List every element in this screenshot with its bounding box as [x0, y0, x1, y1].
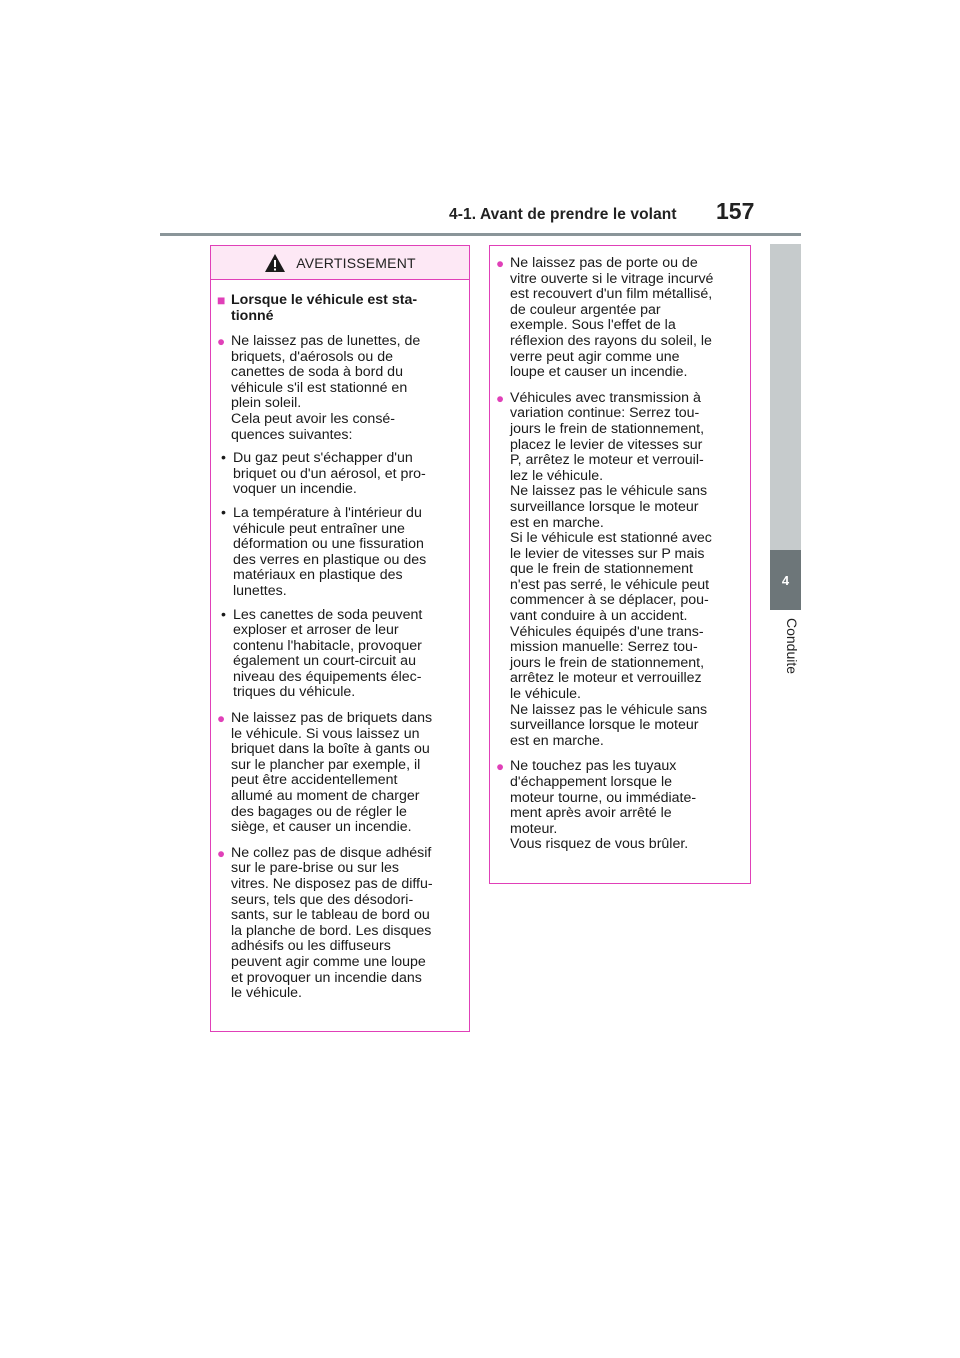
- warning-triangle-icon: [264, 253, 286, 273]
- dot-bullet-icon: ●: [496, 759, 505, 775]
- warning-paragraph: [217, 334, 459, 443]
- header-divider: [160, 233, 801, 236]
- warning-header: [211, 246, 469, 280]
- square-bullet-icon: ■: [217, 292, 226, 308]
- warning-paragraph: [496, 391, 740, 750]
- paragraph-text: Ne laissez pas de lunettes, de briquets, d'aérosols ou de canettes de soda à bord du véhicule s'il est stationné en plein soleil. Cela peut avoir les consé- quences suivantes:: [231, 333, 421, 443]
- paragraph-text: Véhicules avec transmission à variation continue: Serrez tou- jours le frein de stationnement, placez le levier de vitesses sur P, arrêtez le moteur et verrouil- lez le véhicule. Ne laissez pas le véhicule sans surveillance lorsque le moteur est en marche. Si le véhicule est stationné avec le levier de vitesses sur P mais que le frein de stationnement n'est pas serré, le véhicule peut commencer à se déplacer, pou- vant conduire à un accident. Véhicules équipés d'une trans- mission manuelle: Serrez tou- jours le frein de stationnement, arrêtez le moteur et verrouillez le véhicule. Ne laissez pas le véhicule sans surveillance lorsque le moteur est en marche.: [510, 389, 712, 749]
- dot-bullet-icon: ●: [496, 256, 505, 271]
- paragraph-text: Ne touchez pas les tuyaux d'échappement lorsque le moteur tourne, ou immédiate- ment après avoir arrêté le moteur. Vous risquez de vous brûler.: [510, 758, 697, 853]
- sub-bullet-icon: •: [221, 504, 226, 521]
- warning-paragraph: [496, 256, 740, 381]
- warning-label: AVERTISSEMENT: [296, 254, 416, 271]
- section-title: 4-1. Avant de prendre le volant: [449, 206, 677, 223]
- paragraph-text: Ne laissez pas de porte ou de vitre ouverte si le vitrage incurvé est recouvert d'un film métallisé, de couleur argentée par exemple. Sous l'effet de la réflexion des rayons du soleil, le verre peut agir comme une loupe et causer un incendie.: [510, 255, 714, 381]
- warning-box-right: [489, 245, 751, 884]
- paragraph-text: Ne laissez pas de briquets dans le véhicule. Si vous laissez un briquet dans la boîte à gants ou sur le plancher par exemple, il peut être accidentellement allumé au moment de charger des bagages ou de régler le siège, et causer un incendie.: [231, 710, 433, 836]
- section-heading-text: Lorsque le véhicule est sta- tionné: [231, 292, 418, 324]
- sub-item-text: La température à l'intérieur du véhicule peut entraîner une déformation ou une fissuration des verres en plastique ou des matériaux en plastique des lunettes.: [233, 504, 427, 599]
- warning-paragraph: [217, 711, 459, 836]
- dot-bullet-icon: ●: [217, 845, 226, 861]
- page-number: 157: [716, 198, 755, 224]
- warning-paragraph: [496, 759, 740, 853]
- sub-item-text: Du gaz peut s'échapper d'un briquet ou d'un aérosol, et pro- voquer un incendie.: [233, 450, 426, 498]
- warning-paragraph: [217, 846, 459, 1002]
- sub-list-item: [217, 451, 459, 498]
- warning-box-left: [210, 245, 470, 1032]
- dot-bullet-icon: ●: [217, 711, 226, 727]
- dot-bullet-icon: ●: [496, 390, 505, 406]
- chapter-label: Conduite: [784, 618, 800, 675]
- paragraph-text: Ne collez pas de disque adhésif sur le pare-brise ou sur les vitres. Ne disposez pas de diffu- seurs, tels que des désodori- sants, sur le tableau de bord ou la planche de bord. Les disques adhésifs ou les diffuseurs peuvent agir comme une loupe et provoquer un incendie dans le véhicule.: [231, 844, 433, 1002]
- sub-bullet-icon: •: [221, 606, 226, 623]
- sub-bullet-icon: •: [221, 450, 226, 467]
- sub-list-item: [217, 608, 459, 702]
- sub-item-text: Les canettes de soda peuvent exploser et arroser de leur contenu l'habitacle, provoquer également un court-circuit au niveau des équipements élec- triques du véhicule.: [233, 606, 423, 701]
- sub-list-item: [217, 506, 459, 600]
- chapter-number: 4: [770, 550, 801, 610]
- section-heading: [217, 293, 459, 324]
- dot-bullet-icon: ●: [217, 334, 226, 349]
